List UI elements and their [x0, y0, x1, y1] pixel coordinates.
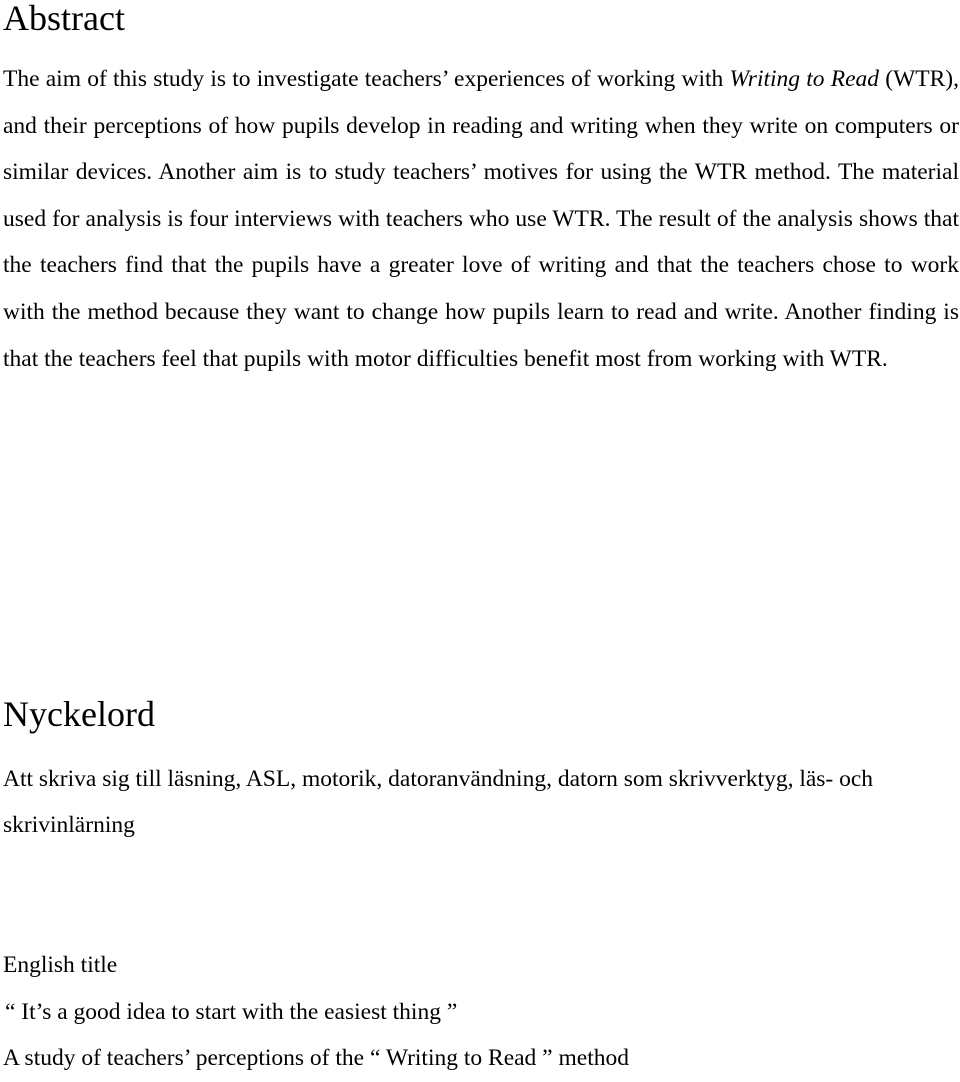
keywords-text: Att skriva sig till läsning, ASL, motorik, datoranvändning, datorn som skrivverktyg, läs- och skrivinlärning [3, 766, 874, 838]
abstract-text-intro: The aim of this study is to investigate teachers’ experiences of working with [3, 66, 730, 92]
abstract-italic-title: Writing to Read [729, 66, 880, 92]
english-title-label: English title [3, 952, 118, 978]
english-title-subtitle: A study of teachers’ perceptions of the “ Writing to Read ” method [3, 1045, 629, 1071]
abstract-heading: Abstract [3, 0, 125, 38]
english-title-main: “ It’s a good idea to start with the easiest thing ” [5, 998, 458, 1025]
abstract-text-main: (WTR), and their perceptions of how pupils develop in reading and writing when they write on computers or similar devices. Another aim is to study teachers’ motives for using the WTR method. The material used for analysis is four interviews with teachers who use WTR. The result of the analysis shows that the teachers find that the pupils have a greater love of writing and that the teachers chose to work with the method because they want to change how pupils learn to read and write. Another finding is that the teachers feel that pupils with motor difficulties benefit most from working with WTR. [3, 66, 960, 372]
english-title-block [3, 942, 959, 1082]
keywords-heading: Nyckelord [3, 694, 155, 734]
abstract-paragraph [3, 56, 959, 382]
